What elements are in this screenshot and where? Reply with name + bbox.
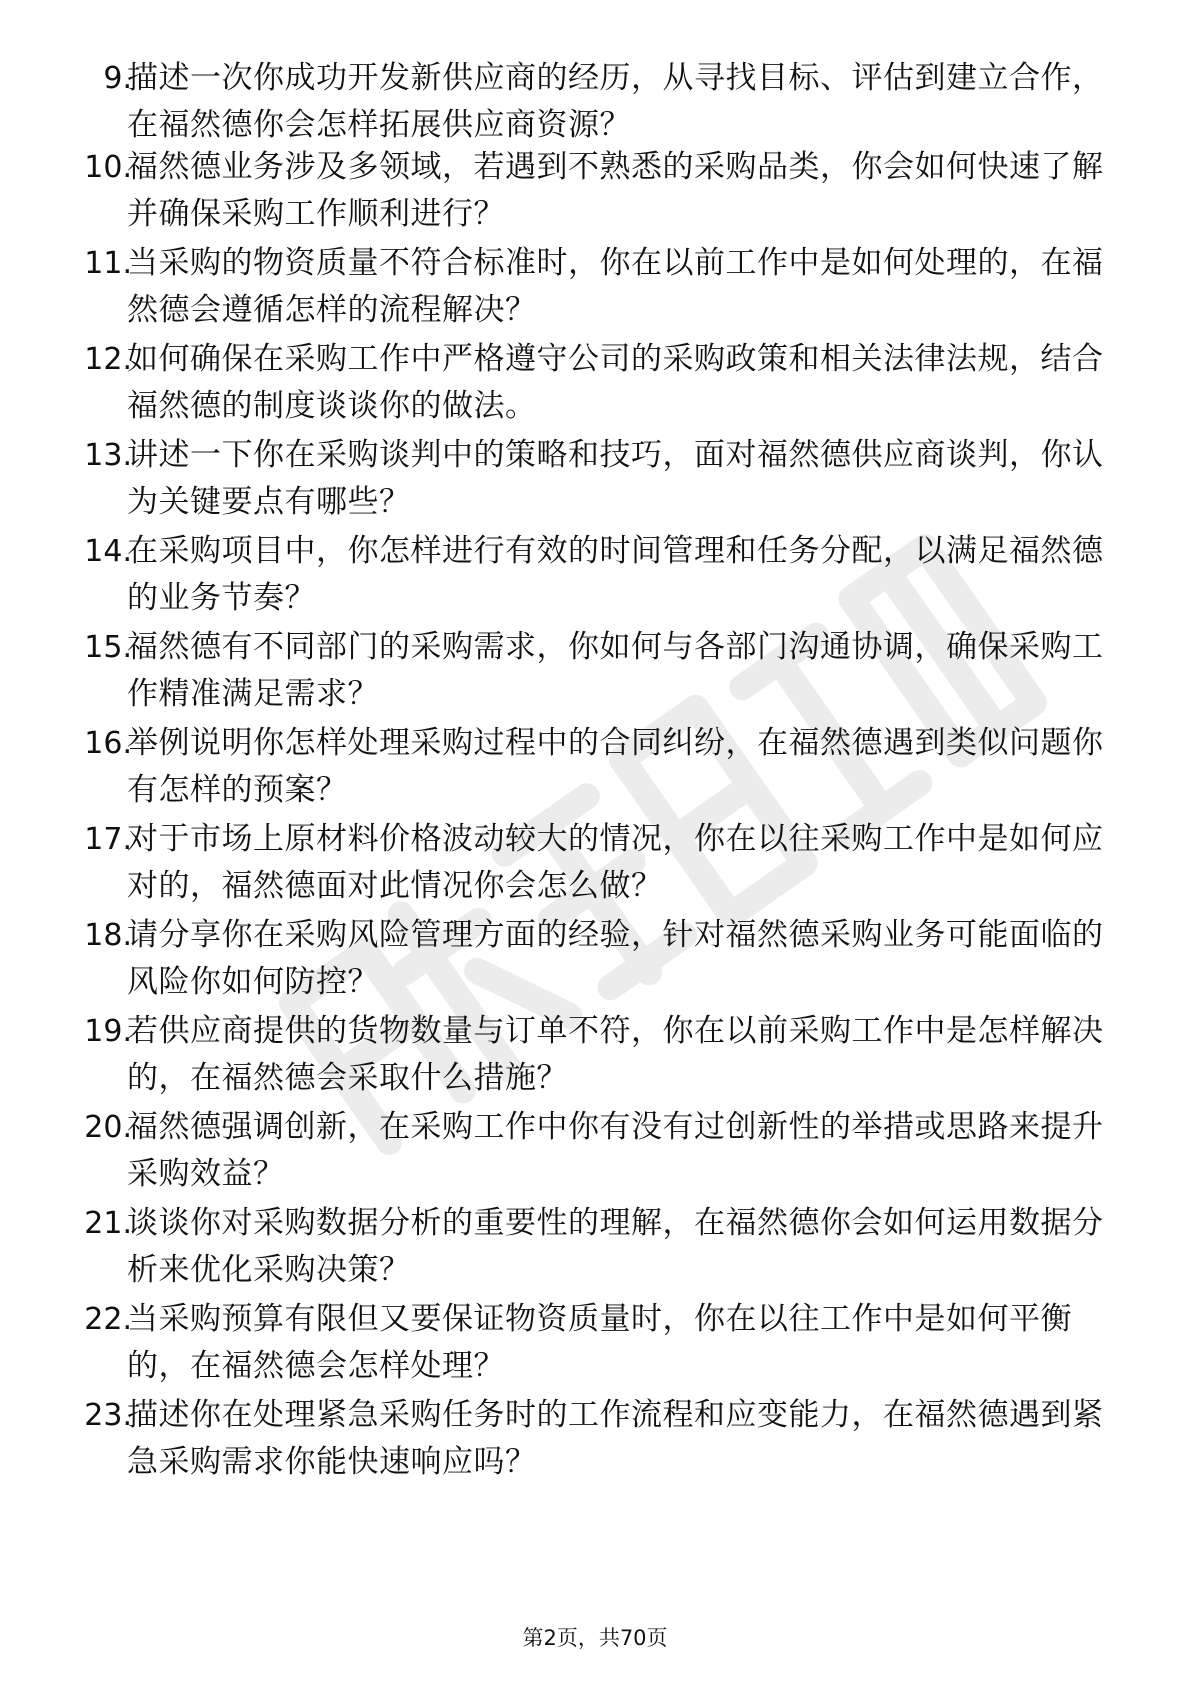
question-item — [0, 816, 1190, 906]
question-item — [0, 624, 1190, 714]
question-number: 9. — [103, 61, 132, 96]
question-number: 20. — [84, 1110, 132, 1145]
question-text: 当采购预算有限但又要保证物资质量时，你在以往工作中是如何平衡的，在福然德会怎样处理？ — [127, 1301, 1072, 1384]
question-number: 14. — [84, 534, 132, 569]
question-item — [0, 240, 1190, 330]
question-number: 15. — [84, 630, 132, 665]
question-number: 12. — [84, 342, 132, 377]
question-item — [0, 528, 1190, 618]
question-text: 请分享你在采购风险管理方面的经验，针对福然德采购业务可能面临的风险你如何防控？ — [127, 917, 1104, 1000]
question-text: 若供应商提供的货物数量与订单不符，你在以前采购工作中是怎样解决的，在福然德会采取什么措施？ — [127, 1013, 1104, 1096]
question-item — [0, 1296, 1190, 1386]
question-text: 如何确保在采购工作中严格遵守公司的采购政策和相关法律法规，结合福然德的制度谈谈你的做法。 — [127, 341, 1104, 424]
question-item — [0, 144, 1190, 234]
page-footer: 第2页，共70页 — [522, 1626, 668, 1650]
question-text: 当采购的物资质量不符合标准时，你在以前工作中是如何处理的，在福然德会遵循怎样的流程解决？ — [127, 245, 1104, 328]
question-item — [0, 336, 1190, 426]
question-item — [0, 1104, 1190, 1194]
question-item — [0, 720, 1190, 810]
question-text: 福然德强调创新，在采购工作中你有没有过创新性的举措或思路来提升采购效益？ — [127, 1109, 1104, 1192]
question-number: 16. — [84, 726, 132, 761]
question-number: 11. — [84, 246, 132, 281]
question-number: 13. — [84, 438, 132, 473]
question-text: 描述你在处理紧急采购任务时的工作流程和应变能力，在福然德遇到紧急采购需求你能快速响应吗？ — [127, 1397, 1104, 1480]
question-number: 18. — [84, 918, 132, 953]
question-number: 17. — [84, 822, 132, 857]
question-text: 对于市场上原材料价格波动较大的情况，你在以往采购工作中是如何应对的，福然德面对此情况你会怎么做？ — [127, 821, 1104, 904]
question-text: 举例说明你怎样处理采购过程中的合同纠纷，在福然德遇到类似问题你有怎样的预案？ — [127, 725, 1104, 808]
question-item — [0, 432, 1190, 522]
question-text: 讲述一下你在采购谈判中的策略和技巧，面对福然德供应商谈判，你认为关键要点有哪些？ — [127, 437, 1104, 520]
question-number: 10. — [84, 150, 132, 185]
question-text: 福然德有不同部门的采购需求，你如何与各部门沟通协调，确保采购工作精准满足需求？ — [127, 629, 1104, 712]
question-number: 21. — [84, 1206, 132, 1241]
question-item — [0, 912, 1190, 1002]
question-number: 22. — [84, 1302, 132, 1337]
question-text: 谈谈你对采购数据分析的重要性的理解，在福然德你会如何运用数据分析来优化采购决策？ — [127, 1205, 1104, 1288]
question-item — [0, 1200, 1190, 1290]
question-text: 描述一次你成功开发新供应商的经历，从寻找目标、评估到建立合作，在福然德你会怎样拓展供应商资源？ — [127, 60, 1104, 143]
question-text: 福然德业务涉及多领域，若遇到不熟悉的采购品类，你会如何快速了解并确保采购工作顺利进行？ — [127, 149, 1104, 232]
question-text: 在采购项目中，你怎样进行有效的时间管理和任务分配，以满足福然德的业务节奏？ — [127, 533, 1104, 616]
question-item — [0, 1392, 1190, 1482]
question-number: 23. — [84, 1398, 132, 1433]
question-item — [0, 55, 1190, 145]
question-number: 19. — [84, 1014, 132, 1049]
question-item — [0, 1008, 1190, 1098]
